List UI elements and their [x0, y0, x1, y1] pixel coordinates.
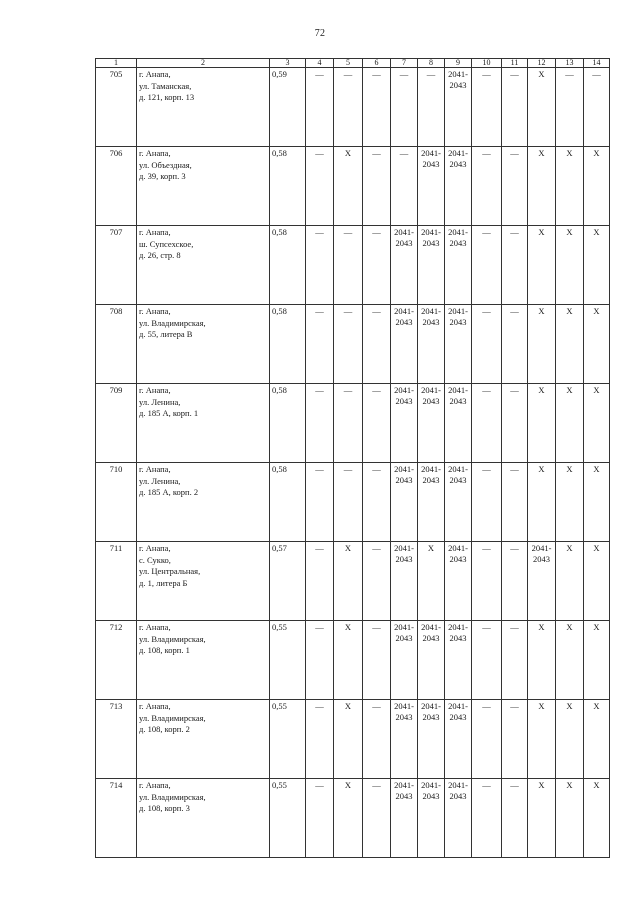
column-header: 2 — [137, 59, 270, 68]
cell-col-4: — — [306, 779, 334, 858]
cell-col-10: — — [472, 621, 502, 700]
address-line: с. Сукко, — [139, 554, 171, 565]
cell-col-14: X — [584, 147, 610, 226]
row-number: 708 — [96, 305, 137, 384]
address-cell — [137, 700, 270, 779]
address-line: г. Анапа, — [139, 148, 171, 158]
cell-col-8: — — [418, 68, 445, 147]
cell-col-14: X — [584, 700, 610, 779]
row-number: 705 — [96, 68, 137, 147]
table-header-row — [96, 59, 610, 68]
cell-col-12: X — [528, 226, 556, 305]
cell-col-12: X — [528, 384, 556, 463]
cell-col-11: — — [502, 68, 528, 147]
row-number: 710 — [96, 463, 137, 542]
cell-col-6: — — [363, 68, 391, 147]
value-cell: 0,55 — [270, 700, 306, 779]
cell-col-11: — — [502, 384, 528, 463]
address-line: г. Анапа, — [139, 622, 171, 632]
cell-col-14: X — [584, 621, 610, 700]
column-header: 8 — [418, 59, 445, 68]
address-line: д. 185 А, корп. 2 — [139, 487, 199, 497]
address-line: ул. Ленина, — [139, 475, 181, 486]
column-header: 3 — [270, 59, 306, 68]
address-line: г. Анапа, — [139, 227, 171, 237]
value-cell: 0,59 — [270, 68, 306, 147]
column-header: 7 — [391, 59, 418, 68]
cell-col-5: — — [334, 463, 363, 542]
cell-col-8: 2041-2043 — [418, 305, 445, 384]
address-line: д. 185 А, корп. 1 — [139, 408, 199, 418]
cell-col-10: — — [472, 226, 502, 305]
data-table — [95, 58, 610, 858]
cell-col-11: — — [502, 226, 528, 305]
cell-col-7: — — [391, 68, 418, 147]
cell-col-4: — — [306, 700, 334, 779]
address-line: д. 108, корп. 1 — [139, 645, 190, 655]
address-line: ул. Центральная, — [139, 566, 201, 576]
address-line: ул. Владимирская, — [139, 317, 206, 328]
address-line: ул. Ленина, — [139, 396, 181, 407]
address-line: д. 26, стр. 8 — [139, 250, 181, 260]
address-cell — [137, 305, 270, 384]
cell-col-9: 2041-2043 — [445, 384, 472, 463]
cell-col-8: 2041-2043 — [418, 384, 445, 463]
column-header: 14 — [584, 59, 610, 68]
cell-col-10: — — [472, 147, 502, 226]
cell-col-11: — — [502, 700, 528, 779]
cell-col-10: — — [472, 463, 502, 542]
cell-col-6: — — [363, 384, 391, 463]
address-line: д. 55, литера В — [139, 329, 193, 339]
column-header: 11 — [502, 59, 528, 68]
cell-col-10: — — [472, 542, 502, 621]
cell-col-6: — — [363, 226, 391, 305]
cell-col-12: X — [528, 147, 556, 226]
address-line: г. Анапа, — [139, 69, 171, 79]
column-header: 4 — [306, 59, 334, 68]
address-line: ш. Супсехское, — [139, 238, 194, 249]
cell-col-5: X — [334, 779, 363, 858]
table-row — [96, 305, 610, 384]
table-body — [96, 59, 610, 858]
value-cell: 0,58 — [270, 147, 306, 226]
cell-col-9: 2041-2043 — [445, 700, 472, 779]
address-line: г. Анапа, — [139, 464, 171, 474]
cell-col-13: X — [556, 147, 584, 226]
cell-col-12: X — [528, 463, 556, 542]
cell-col-12: X — [528, 68, 556, 147]
cell-col-14: X — [584, 384, 610, 463]
cell-col-9: 2041-2043 — [445, 463, 472, 542]
table-row — [96, 226, 610, 305]
cell-col-7: 2041-2043 — [391, 463, 418, 542]
cell-col-9: 2041-2043 — [445, 68, 472, 147]
cell-col-7: 2041-2043 — [391, 621, 418, 700]
cell-col-7: — — [391, 147, 418, 226]
cell-col-11: — — [502, 621, 528, 700]
cell-col-12: X — [528, 779, 556, 858]
cell-col-8: 2041-2043 — [418, 779, 445, 858]
cell-col-12: 2041-2043 — [528, 542, 556, 621]
cell-col-9: 2041-2043 — [445, 226, 472, 305]
address-line: г. Анапа, — [139, 543, 171, 553]
cell-col-13: X — [556, 226, 584, 305]
table-row — [96, 621, 610, 700]
table-row — [96, 700, 610, 779]
cell-col-14: X — [584, 542, 610, 621]
cell-col-6: — — [363, 779, 391, 858]
address-line: ул. Владимирская, — [139, 712, 206, 723]
cell-col-7: 2041-2043 — [391, 779, 418, 858]
cell-col-12: X — [528, 700, 556, 779]
cell-col-6: — — [363, 463, 391, 542]
address-line: ул. Таманская, — [139, 80, 192, 91]
address-line: г. Анапа, — [139, 306, 171, 316]
cell-col-10: — — [472, 779, 502, 858]
address-line: г. Анапа, — [139, 385, 171, 395]
cell-col-6: — — [363, 147, 391, 226]
column-header: 13 — [556, 59, 584, 68]
value-cell: 0,58 — [270, 305, 306, 384]
cell-col-13: X — [556, 700, 584, 779]
cell-col-4: — — [306, 463, 334, 542]
cell-col-9: 2041-2043 — [445, 621, 472, 700]
address-line: д. 121, корп. 13 — [139, 92, 195, 102]
cell-col-4: — — [306, 542, 334, 621]
cell-col-4: — — [306, 226, 334, 305]
cell-col-6: — — [363, 700, 391, 779]
cell-col-6: — — [363, 542, 391, 621]
address-line: ул. Владимирская, — [139, 791, 206, 802]
cell-col-4: — — [306, 305, 334, 384]
column-header: 5 — [334, 59, 363, 68]
cell-col-14: X — [584, 305, 610, 384]
cell-col-10: — — [472, 305, 502, 384]
address-line: г. Анапа, — [139, 780, 171, 790]
cell-col-4: — — [306, 68, 334, 147]
address-cell — [137, 226, 270, 305]
value-cell: 0,57 — [270, 542, 306, 621]
value-cell: 0,58 — [270, 384, 306, 463]
cell-col-12: X — [528, 621, 556, 700]
cell-col-7: 2041-2043 — [391, 542, 418, 621]
table-row — [96, 68, 610, 147]
address-line: д. 1, литера Б — [139, 577, 188, 588]
column-header: 10 — [472, 59, 502, 68]
address-line: г. Анапа, — [139, 701, 171, 711]
cell-col-14: — — [584, 68, 610, 147]
cell-col-5: — — [334, 68, 363, 147]
address-line: д. 108, корп. 2 — [139, 724, 190, 734]
value-cell: 0,55 — [270, 779, 306, 858]
cell-col-14: X — [584, 226, 610, 305]
cell-col-13: X — [556, 621, 584, 700]
address-cell — [137, 463, 270, 542]
cell-col-14: X — [584, 779, 610, 858]
address-line: д. 108, корп. 3 — [139, 803, 190, 813]
cell-col-7: 2041-2043 — [391, 305, 418, 384]
address-cell — [137, 384, 270, 463]
cell-col-10: — — [472, 384, 502, 463]
table-row — [96, 779, 610, 858]
address-cell — [137, 68, 270, 147]
cell-col-4: — — [306, 384, 334, 463]
table-row — [96, 147, 610, 226]
value-cell: 0,58 — [270, 463, 306, 542]
cell-col-8: 2041-2043 — [418, 621, 445, 700]
cell-col-4: — — [306, 147, 334, 226]
cell-col-10: — — [472, 68, 502, 147]
cell-col-5: — — [334, 226, 363, 305]
cell-col-5: X — [334, 147, 363, 226]
address-line: ул. Объездная, — [139, 159, 192, 170]
row-number: 712 — [96, 621, 137, 700]
column-header: 6 — [363, 59, 391, 68]
cell-col-11: — — [502, 542, 528, 621]
address-cell — [137, 147, 270, 226]
address-cell — [137, 542, 270, 621]
cell-col-11: — — [502, 147, 528, 226]
address-cell — [137, 621, 270, 700]
cell-col-13: X — [556, 463, 584, 542]
row-number: 713 — [96, 700, 137, 779]
page-number: 72 — [314, 28, 326, 39]
cell-col-11: — — [502, 305, 528, 384]
cell-col-4: — — [306, 621, 334, 700]
column-header: 12 — [528, 59, 556, 68]
cell-col-13: X — [556, 384, 584, 463]
address-cell — [137, 779, 270, 858]
column-header: 1 — [96, 59, 137, 68]
value-cell: 0,55 — [270, 621, 306, 700]
cell-col-13: — — [556, 68, 584, 147]
cell-col-5: X — [334, 700, 363, 779]
cell-col-7: 2041-2043 — [391, 384, 418, 463]
cell-col-10: — — [472, 700, 502, 779]
cell-col-5: X — [334, 621, 363, 700]
cell-col-13: X — [556, 542, 584, 621]
cell-col-13: X — [556, 305, 584, 384]
row-number: 711 — [96, 542, 137, 621]
cell-col-9: 2041-2043 — [445, 542, 472, 621]
cell-col-8: 2041-2043 — [418, 463, 445, 542]
row-number: 714 — [96, 779, 137, 858]
cell-col-6: — — [363, 621, 391, 700]
address-line: д. 39, корп. 3 — [139, 171, 186, 181]
cell-col-11: — — [502, 779, 528, 858]
cell-col-5: X — [334, 542, 363, 621]
table-row — [96, 542, 610, 621]
cell-col-5: — — [334, 384, 363, 463]
row-number: 706 — [96, 147, 137, 226]
cell-col-7: 2041-2043 — [391, 226, 418, 305]
row-number: 707 — [96, 226, 137, 305]
row-number: 709 — [96, 384, 137, 463]
table-row — [96, 384, 610, 463]
column-header: 9 — [445, 59, 472, 68]
cell-col-8: 2041-2043 — [418, 700, 445, 779]
cell-col-8: X — [418, 542, 445, 621]
cell-col-8: 2041-2043 — [418, 226, 445, 305]
cell-col-6: — — [363, 305, 391, 384]
cell-col-9: 2041-2043 — [445, 779, 472, 858]
cell-col-14: X — [584, 463, 610, 542]
cell-col-9: 2041-2043 — [445, 305, 472, 384]
cell-col-13: X — [556, 779, 584, 858]
cell-col-9: 2041-2043 — [445, 147, 472, 226]
table-row — [96, 463, 610, 542]
cell-col-5: — — [334, 305, 363, 384]
value-cell: 0,58 — [270, 226, 306, 305]
cell-col-11: — — [502, 463, 528, 542]
cell-col-12: X — [528, 305, 556, 384]
cell-col-8: 2041-2043 — [418, 147, 445, 226]
address-line: ул. Владимирская, — [139, 633, 206, 644]
cell-col-7: 2041-2043 — [391, 700, 418, 779]
